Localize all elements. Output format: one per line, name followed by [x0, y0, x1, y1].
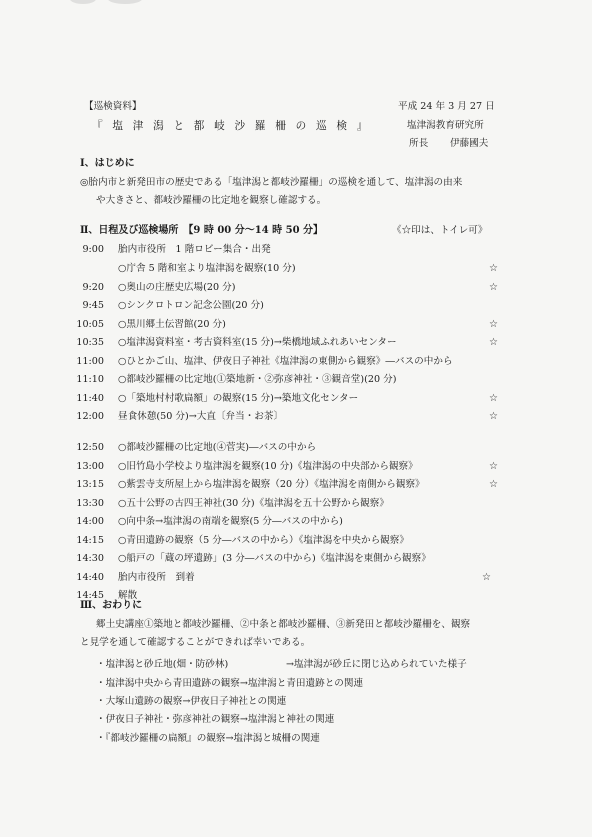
schedule-item: ○「築地村村歌扁額」の観察(15 分)→築地文化センター [118, 393, 359, 404]
schedule-item: ○庁舎 5 階和室より塩津潟を観察(10 分) [118, 263, 296, 274]
schedule-time: 14:40 [76, 572, 104, 583]
author-position: 所長 [409, 138, 429, 149]
document-title: 『 塩 津 潟 と 都 岐 沙 羅 柵 の 巡 検 』 [92, 120, 371, 132]
schedule-time: 12:50 [76, 442, 104, 453]
schedule-item: ○都岐沙羅柵の比定地(①築地新・②弥彦神社・③観音堂)(20 分) [118, 374, 397, 385]
schedule-item: ○都岐沙羅柵の比定地(④菅実)―バスの中から [118, 442, 317, 453]
schedule-item: ○黒川郷土伝習館(20 分) [118, 319, 226, 330]
toilet-star-icon: ☆ [489, 461, 498, 472]
schedule-item: ○ひとかご山、塩津、伊夜日子神社《塩津潟の東側から観察》―バスの中から [118, 356, 453, 367]
schedule-item: ○五十公野の古四王神社(30 分)《塩津潟を五十公野から観察》 [118, 498, 389, 509]
list-item: ・『都岐沙羅柵の扁額』の観察→塩津潟と城柵の関連 [96, 733, 320, 744]
schedule-time: 14:00 [76, 516, 104, 527]
toilet-star-icon: ☆ [482, 572, 491, 583]
list-item-detail: →塩津潟が砂丘に閉じ込められていた様子 [286, 659, 467, 670]
schedule-time: 9:00 [82, 244, 104, 255]
schedule-item: ○青田遺跡の観察（5 分―バスの中から）《塩津潟を中央から観察》 [118, 535, 409, 546]
scan-smudge [108, 0, 142, 4]
intro-text-line: や大きさと、都岐沙羅柵の比定地を観察し確認する。 [96, 195, 327, 206]
section-heading-schedule: Ⅱ、日程及び巡検場所 【9 時 00 分～14 時 50 分】 [80, 225, 324, 236]
toilet-note: 《☆印は、トイレ可》 [392, 225, 488, 236]
schedule-item: ○紫雲寺支所屋上から塩津潟を観察（20 分）《塩津潟を南側から観察》 [118, 479, 425, 490]
schedule-time: 11:40 [76, 393, 104, 404]
schedule-time: 10:35 [76, 337, 104, 348]
author-name: 伊藤國夫 [450, 138, 489, 149]
schedule-item: ○船戸の「蔵の坪遺跡」(3 分―バスの中から)《塩津潟を東側から観察》 [118, 553, 431, 564]
schedule-item: 昼食休憩(50 分)→大直〔弁当・お茶〕 [118, 411, 284, 422]
toilet-star-icon: ☆ [489, 479, 498, 490]
list-item: ・伊夜日子神社・弥彦神社の観察→塩津潟と神社の関連 [96, 714, 335, 725]
schedule-item: ○シンクロトロン記念公園(20 分) [118, 300, 264, 311]
schedule-item: ○向中条→塩津潟の南端を観察(5 分―バスの中から) [118, 516, 343, 527]
schedule-time: 10:05 [76, 319, 104, 330]
section-heading-closing: Ⅲ、おわりに [80, 600, 143, 611]
list-item: ・塩津潟と砂丘地(畑・防砂林) [96, 659, 229, 670]
list-item: ・塩津潟中央から青田遺跡の観察→塩津潟と青田遺跡との関連 [96, 678, 364, 689]
schedule-time: 9:45 [82, 300, 104, 311]
toilet-star-icon: ☆ [489, 282, 498, 293]
schedule-time: 14:30 [76, 553, 104, 564]
schedule-time: 13:00 [76, 461, 104, 472]
closing-text-line: と見学を通して確認することができれば幸いである。 [80, 637, 311, 648]
organization-name: 塩津潟教育研究所 [407, 120, 484, 131]
intro-text-line: ◎胎内市と新発田市の歴史である「塩津潟と都岐沙羅柵」の巡検を通して、塩津潟の由来 [80, 177, 463, 188]
schedule-time: 14:15 [76, 535, 104, 546]
schedule-item: ○旧竹島小学校より塩津潟を観察(10 分)《塩津潟の中央部から観察》 [118, 461, 418, 472]
schedule-item: 胎内市役所 1 階ロビー集合・出発 [118, 244, 271, 255]
toilet-star-icon: ☆ [489, 319, 498, 330]
list-item: ・大塚山遺跡の観察→伊夜日子神社との関連 [96, 696, 287, 707]
document-date: 平成 24 年 3 月 27 日 [398, 101, 495, 112]
toilet-star-icon: ☆ [489, 263, 498, 274]
schedule-item: ○塩津潟資料室・考古資料室(15 分)→柴橋地域ふれあいセンター [118, 337, 397, 348]
toilet-star-icon: ☆ [489, 337, 498, 348]
schedule-item: 胎内市役所 到着 [118, 572, 195, 583]
schedule-time: 13:30 [76, 498, 104, 509]
schedule-item: 解散 [118, 590, 138, 601]
document-label: 【巡検資料】 [84, 101, 142, 112]
toilet-star-icon: ☆ [489, 393, 498, 404]
schedule-time: 11:10 [76, 374, 104, 385]
schedule-time: 13:15 [76, 479, 104, 490]
schedule-time: 12:00 [76, 411, 104, 422]
schedule-time: 11:00 [76, 356, 104, 367]
closing-text-line: 郷土史講座①築地と都岐沙羅柵、②中条と都岐沙羅柵、③新発田と都岐沙羅柵を、観察 [96, 619, 471, 630]
schedule-time: 14:45 [76, 590, 104, 601]
schedule-item: ○奥山の庄歴史広場(20 分) [118, 282, 236, 293]
scan-smudge [70, 0, 96, 4]
schedule-time: 9:20 [82, 282, 104, 293]
section-heading-intro: Ⅰ、はじめに [80, 158, 135, 169]
toilet-star-icon: ☆ [489, 411, 498, 422]
